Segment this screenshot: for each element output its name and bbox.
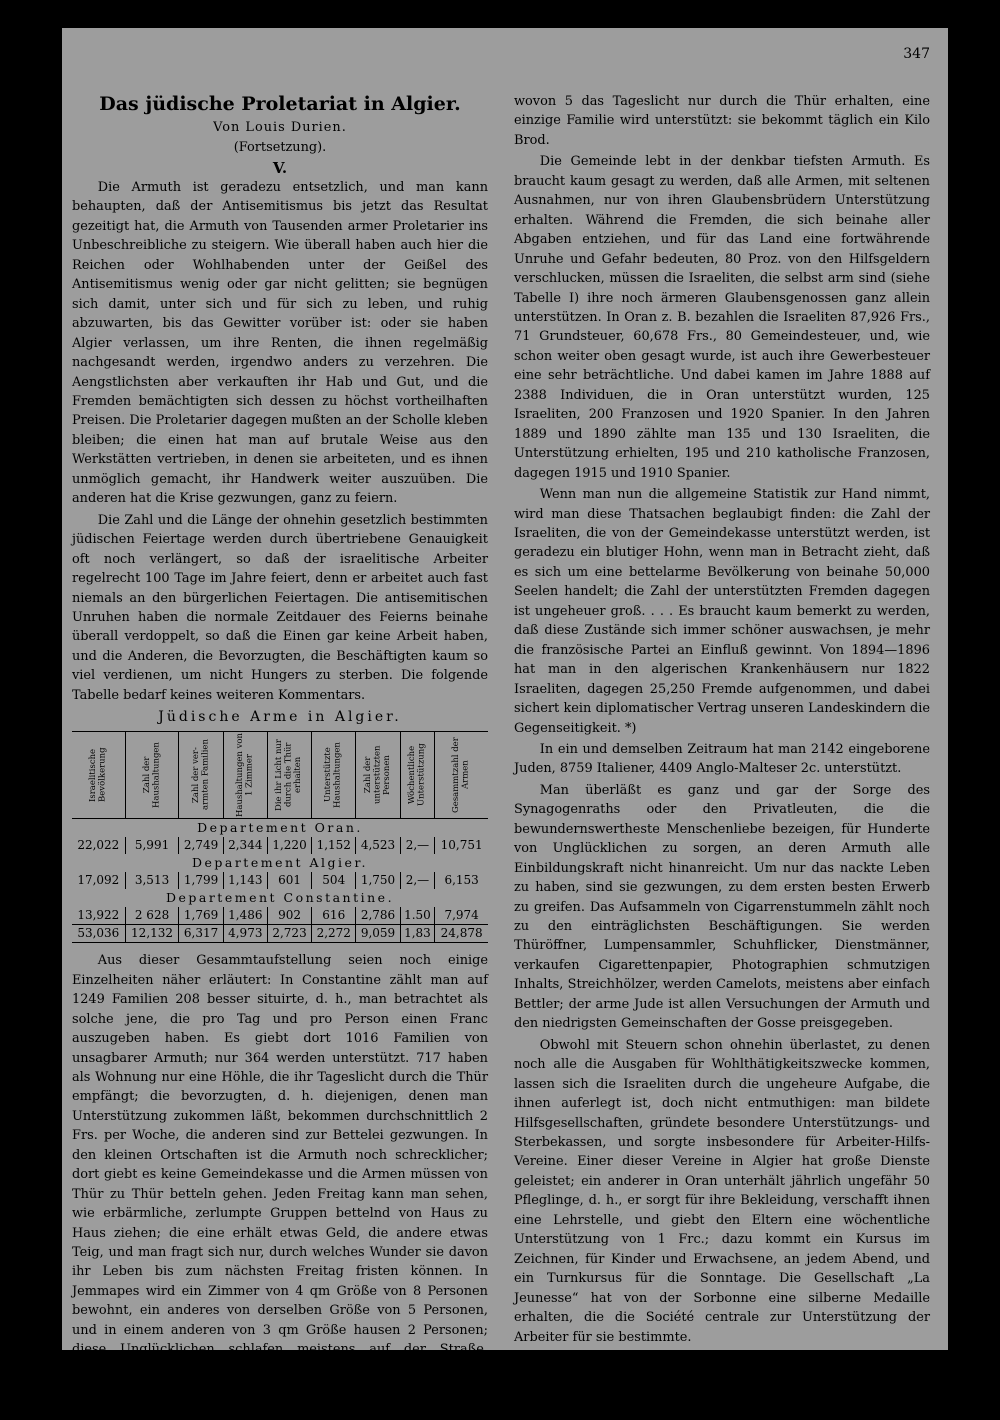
paragraph: Die Gemeinde lebt in der denkbar tiefsten Armuth. Es braucht kaum gesagt zu werden, daß alle Armen, mit seltenen Ausnahmen, nur von ihren Glaubensbrüdern Unterstützung erhalten. Während die Fremden, die sich beinahe aller Abgaben entziehen, und für das Land eine fortwährende Unruhe und Gefahr bedeuten, 80 Proz. von den Hilfsgeldern verschlucken, müssen die Israeliten, die selbst arm sind (siehe Tabelle I) ihre noch ärmeren Glaubensgenossen ganz allein unterstützen. In Oran z. B. bezahlen die Israeliten 87,926 Frs., 71 Grundsteuer, 60,678 Frs., 80 Gemeindesteuer, und, wie schon weiter oben gesagt wurde, ist auch ihre Gewerbesteuer eine sehr beträchtliche. Und dabei kamen im Jahre 1888 auf 2388 Individuen, die in Oran unterstützt wurden, 125 Israeliten, 200 Franzosen und 1920 Spanier. In den Jahren 1889 und 1890 zählte man 135 und 130 Israeliten, die Unterstützung erhielten, 195 und 210 katholische Franzosen, dagegen 1915 und 1910 Spanier. (514, 154, 930, 481)
table-cell: 13,922 (77, 908, 120, 923)
table-cell: 1,750 (356, 872, 400, 889)
table-cell: 6,153 (435, 872, 488, 889)
table-cell: 2 628 (125, 907, 179, 925)
table-cell: 2,723 (267, 925, 311, 943)
table-cell: 1,769 (179, 907, 223, 925)
page-number: 347 (903, 46, 930, 62)
table-cell: 5,991 (125, 837, 179, 854)
poverty-table (72, 731, 488, 943)
column-header: Zahl der ver-armten Familien (179, 732, 223, 819)
column-header: Wöchentliche Unterstützung (400, 732, 435, 819)
table-cell: 1,220 (267, 837, 311, 854)
department-heading: Departement Constantine. (165, 890, 395, 906)
table-cell: 17,092 (77, 873, 120, 888)
table-cell: 7,974 (435, 907, 488, 925)
left-column (72, 88, 488, 1420)
table-cell: 1,799 (179, 872, 223, 889)
article-title: Das jüdische Proletariat in Algier. (99, 93, 461, 115)
table-row (72, 907, 488, 925)
table-cell: 9,059 (356, 925, 400, 943)
paragraph: In ein und demselben Zeitraum hat man 2142 eingeborene Juden, 8759 Italiener, 4409 Anglo-Malteser 2c. unterstützt. (514, 741, 930, 777)
table-cell: 24,878 (435, 925, 488, 943)
table-cell: 902 (267, 907, 311, 925)
table-row (72, 872, 488, 889)
column-header: Haushaltungen von 1 Zimmer (223, 732, 267, 819)
paragraph: wovon 5 das Tageslicht nur durch die Thür erhalten, eine einzige Familie wird unterstützt: sie bekommt täglich ein Kilo Brod. (514, 94, 930, 148)
table-cell: 2,749 (179, 837, 223, 854)
paragraph: Die Zahl und die Länge der ohnehin gesetzlich bestimmten jüdischen Feiertage werden durch übertriebene Genauigkeit oft noch verlängert, so daß der israelitische Arbeiter regelrecht 100 Tage im Jahre feiert, denn er arbeitet auch fast niemals an den bürgerlichen Feiertagen. Die antisemitischen Unruhen haben die normale Zeitdauer des Feierns beinahe überall verdoppelt, so daß die Einen gar keine Arbeit haben, und die Anderen, die Bevorzugten, die Beschäftigten kaum so viel verdienen, um nicht Hungers zu sterben. Die folgende Tabelle bedarf keines weiteren Kommentars. (72, 512, 488, 703)
column-header: Die ihr Licht nur durch die Thür erhalten (267, 732, 311, 819)
department-heading: Departement Algier. (191, 855, 369, 871)
table-cell: 1.50 (400, 907, 435, 925)
table-cell: 12,132 (125, 925, 179, 943)
continuation-note: (Fortsetzung). (233, 140, 327, 155)
table-cell: 2,— (400, 872, 435, 889)
table-cell: 1,83 (400, 925, 435, 943)
document-page (62, 28, 948, 1416)
paragraph: Aus dieser Gesammtaufstellung seien noch einige Einzelheiten näher erläutert: In Constantine zählt man auf 1249 Familien 208 besser situirte, d. h., man betrachtet als solche jene, die pro Tag und pro Person einen Franc auszugeben haben. Es giebt dort 1016 Familien von unsagbarer Armuth; nur 364 werden unterstützt. 717 haben als Wohnung nur eine Höhle, die ihr Tageslicht durch die Thür empfängt; die bevorzugten, d. h. diejenigen, denen man Unterstützung zukommen läßt, bekommen durchschnittlich 2 Frs. per Woche, die anderen sind zur Bettelei gezwungen. In den kleinen Ortschaften ist die Armuth noch schrecklicher; dort giebt es keine Gemeindekasse und die Armen müssen von Thür zu Thür betteln gehen. Jeden Freitag kann man sehen, wie erbärmliche, zerlumpte Gruppen bettelnd von Haus zu Haus ziehen; die eine erhält etwas Geld, die andere etwas Teig, und man fragt sich nur, durch welches Wunder sie davon ihr Leben bis zum nächsten Freitag fristen können. In Jemmapes wird ein Zimmer von 4 qm Größe von 8 Personen bewohnt, ein anderes von derselben Größe von 5 Personen, und in einem anderen von 3 qm Größe hausen 2 Personen; diese Unglücklichen schlafen meistens auf der Straße, besonders im Sommer. In M'sila findet man mitleiderregende „gourbis“; in Biskra bewohnen von 26 Familien 16 nur je eine einzige Stube, (72, 953, 488, 1416)
paragraph: Obwohl mit Steuern schon ohnehin überlastet, zu denen noch alle die Ausgaben für Wohlthätigkeitszwecke kommen, lassen sich die Israeliten durch die ungeheure Aufgabe, die ihnen auferlegt ist, doch nicht entmuthigen: man bildete Hilfsgesellschaften, gründete besondere Unterstützungs- und Sterbekassen, und sorgte insbesondere für Arbeiter-Hilfs-Vereine. Einer dieser Vereine in Algier hat große Dienste geleistet; ein anderer in Oran unterhält jährlich ungefähr 50 Pfleglinge, d. h., er sorgt für ihre Bekleidung, verschafft ihnen eine Lehrstelle, und giebt den Eltern eine wöchentliche Unterstützung von 1 Frc.; dazu kommt ein Kursus im Zeichnen, für Kinder und Erwachsene, an jedem Abend, und ein Turnkursus für die Sonntage. Die Gesellschaft „La Jeunesse“ hat von der Sorbonne eine silberne Medaille erhalten, die die Société centrale zur Unterstützung der Arbeiter für sie bestimmte. (514, 1037, 930, 1345)
right-column (514, 92, 930, 1414)
table-cell: 3,513 (125, 872, 179, 889)
column-header: Gesammtzahl der Armen (435, 732, 488, 819)
paragraph: Wenn man nun die allgemeine Statistik zur Hand nimmt, wird man diese Thatsachen beglaubigt finden: die Zahl der Israeliten, die von der Gemeindekasse unterstützt werden, ist geradezu ein blutiger Hohn, wenn man in Betracht zieht, daß es sich um eine bettelarme Bevölkerung von beinahe 50,000 Seelen handelt; die Zahl der unterstützten Fremden dagegen ist ungeheuer groß. . . . Es braucht kaum bemerkt zu werden, daß diese Zustände sich immer schöner auswachsen, je mehr die französische Partei an Einfluß gewinnt. Von 1894—1896 hat man in den algerischen Krankenhäusern nur 1822 Israeliten, dagegen 25,250 Fremde aufgenommen, und dabei sichert kein diplomatischer Vertrag unseren Landeskindern die Gegenseitigkeit. *) (514, 487, 930, 736)
column-header: Israelitische Bevölkerung (72, 732, 125, 819)
table-cell: 2,272 (312, 925, 356, 943)
table-cell: 616 (312, 907, 356, 925)
table-cell: 6,317 (179, 925, 223, 943)
table-row (72, 837, 488, 854)
section-number: V. (272, 159, 288, 177)
paragraph: Die Armuth ist geradezu entsetzlich, und man kann behaupten, daß der Antisemitismus bis jetzt das Resultat gezeitigt hat, die Armuth von Tausenden armer Proletarier ins Unbeschreibliche zu steigern. Wie überall haben auch hier die Reichen oder Wohlhabenden unter der Geißel des Antisemitismus wenig oder gar nicht gelitten; sie begnügen sich damit, unter sich und für sich zu leben, und ruhig abzuwarten, bis das Gewitter vorüber ist: oder sie haben Algier verlassen, um ihre Renten, die ihnen regelmäßig nachgesandt werden, irgendwo anders zu verzehren. Die Aengstlichsten aber verkauften ihr Hab und Gut, und die Fremden bemächtigten sich dessen zu höchst vortheilhaften Preisen. Die Proletarier dagegen mußten an der Scholle kleben bleiben; die einen hat man auf brutale Weise aus den Werkstätten vertrieben, in denen sie arbeiteten, und es ihnen unmöglich gemacht, ihr Handwerk weiter auszuüben. Die anderen hat die Krise gezwungen, ganz zu feiern. (72, 180, 488, 507)
table-total-row (72, 925, 488, 943)
footnote: (* Lenormand. Péril étranger, 361—364. (514, 1398, 930, 1414)
column-header: Unterstützte Haushaltungen (312, 732, 356, 819)
table-cell: 22,022 (77, 838, 120, 853)
table-caption: Jüdische Arme in Algier. (158, 709, 402, 726)
article-author: Von Louis Durien. (213, 120, 347, 135)
table-cell: 2,344 (223, 837, 267, 854)
table-cell: 504 (312, 872, 356, 889)
table-cell: 601 (267, 872, 311, 889)
table-cell: 1,486 (223, 907, 267, 925)
table-cell: 1,143 (223, 872, 267, 889)
table-cell: 53,036 (72, 925, 125, 943)
table-header-row (72, 732, 488, 819)
table-cell: 2,— (400, 837, 435, 854)
table-cell: 4,523 (356, 837, 400, 854)
table-cell: 2,786 (356, 907, 400, 925)
department-heading: Departement Oran. (197, 820, 363, 836)
column-header: Zahl der unterstützten Personen (356, 732, 400, 819)
paragraph: Man überläßt es ganz und gar der Sorge des Synagogenraths oder den Privatleuten, die die bewundernswertheste Menschenliebe bezeigen, für Hunderte von Unglücklichen zu sorgen, an deren Armuth alle Einbildungskraft nicht hinanreicht. Um nur das nackte Leben zu haben, sind sie gezwungen, zu dem ersten besten Erwerb zu greifen. Das Aufsammeln von Cigarrenstummeln zählt noch zu den einträglichsten Beschäftigungen. Sie werden Thüröffner, Lumpensammler, Schuhflicker, Dienstmänner, verkaufen Cigarettenpapier, Photographien schmutzigen Inhalts, Streichhölzer, werden Camelots, meistens aber einfach Bettler; der arme Jude ist allen Versuchungen der Armuth und den niedrigsten Gemeinschaften der Gosse preisgegeben. (514, 782, 930, 1032)
table-cell: 1,152 (312, 837, 356, 854)
column-header: Zahl der Haushaltungen (125, 732, 179, 819)
paragraph: Aber was helfen diese Anstrengungen, so lobenswerth sie auch sind, wenn es außer diesen 413 Familien, die durch (514, 1351, 930, 1386)
table-cell: 4,973 (223, 925, 267, 943)
table-cell: 10,751 (435, 837, 488, 854)
